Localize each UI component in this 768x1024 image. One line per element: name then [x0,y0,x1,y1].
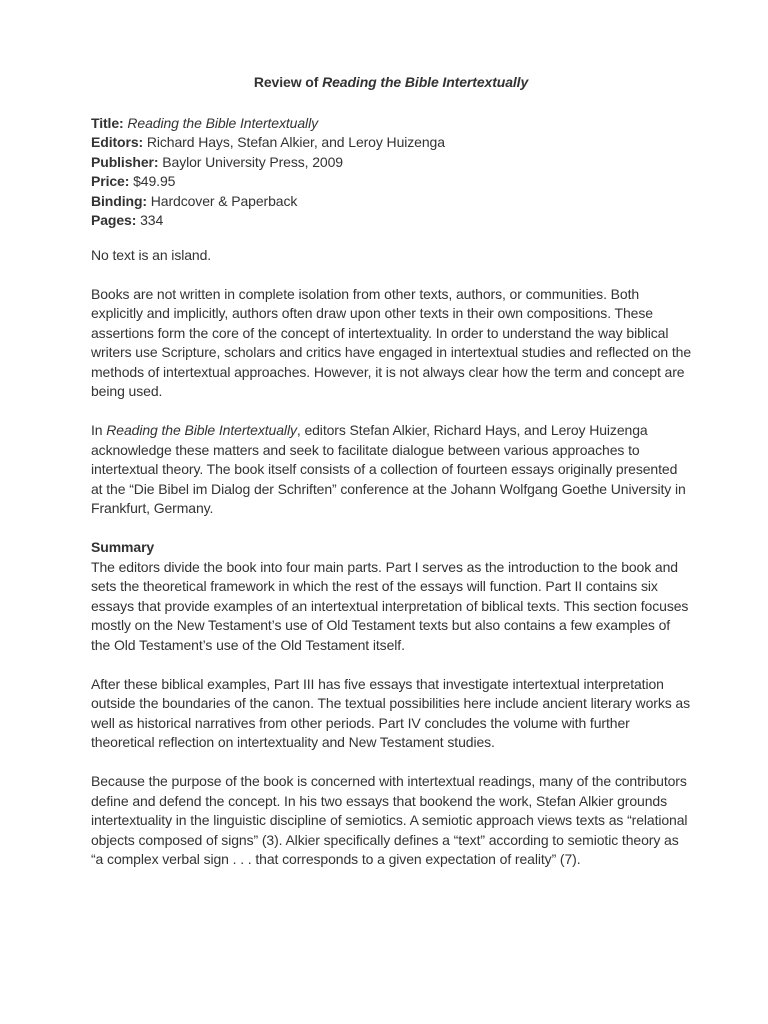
review-title-book: Reading the Bible Intertextually [322,74,529,90]
paragraph-intertextuality: Books are not written in complete isolation from other texts, authors, or communities. Both explicitly and implicitly, authors often draw upon other texts in their own compositions. These assertions form the core of the concept of intertextuality. In order to understand the way biblical writers use Scripture, scholars and critics have engaged in intertextual studies and reflected on the methods of intertextual approaches. However, it is not always clear how the term and concept are being used. [91,285,692,399]
paragraph-part-three: After these biblical examples, Part III has five essays that investigate intertextual interpretation outside the boundaries of the canon. The textual possibilities here include ancient literary works as well as historical narratives from other periods. Part IV concludes the volume with further theoretical reflection on intertextuality and New Testament studies. [91,675,690,750]
meta-pages-line [91,211,691,231]
paragraph-opening: No text is an island. [91,246,212,263]
meta-value: Richard Hays, Stefan Alkier, and Leroy Huizenga [146,134,445,150]
meta-price-line [91,172,691,192]
meta-key: Pages: [91,212,137,228]
meta-key: Price: [91,173,130,189]
paragraph-summary: The editors divide the book into four main parts. Part I serves as the introduction to the book and sets the theoretical framework in which the rest of the essays will function. Part II contains six essays that provide examples of an intertextual interpretation of biblical texts. This section focuses mostly on the New Testament’s use of Old Testament texts but also contains a few examples of the Old Testament’s use of the Old Testament itself. [91,558,689,653]
meta-binding-line [91,192,691,212]
meta-key: Publisher: [91,153,159,170]
meta-value: Reading the Bible Intertextually [127,114,318,131]
paragraph-editors [91,421,691,519]
summary-heading: Summary [91,539,155,555]
paragraph-semiotics: Because the purpose of the book is concerned with intertextual readings, many of the contributors define and defend the concept. In his two essays that bookend the work, Stefan Alkier grounds intertextuality in the linguistic discipline of semiotics. A semiotic approach views texts as “relational objects composed of signs” (3). Alkier specifically defines a “text” according to semiotic theory as “a complex verbal sign . . . that corresponds to a given expectation of reality” (7). [91,773,688,867]
meta-editors-line [91,133,691,153]
meta-key: Title: [91,114,124,131]
review-title [91,73,691,93]
meta-value: $49.95 [133,173,176,189]
document-page [91,73,691,889]
paragraph-editors-in: In [91,422,107,438]
paragraph-editors-rest: , editors Stefan Alkier, Richard Hays, and Leroy Huizenga acknowledge these matters and seek to facilitate dialogue between various approaches to intertextual theory. The book itself consists of a collection of fourteen essays originally presented at the “Die Bibel im Dialog der Schriften” conference at the Johann Wolfgang Goethe University in Frankfurt, Germany. [91,422,686,516]
meta-key: Binding: [91,192,147,209]
meta-publisher-line [91,153,691,173]
paragraph-editors-book: Reading the Bible Intertextually [106,422,297,438]
meta-key: Editors: [91,134,144,150]
meta-value: Hardcover & Paperback [150,192,298,209]
book-metadata [91,114,691,231]
review-title-prefix: Review of [253,74,323,90]
meta-title-line [91,114,691,134]
meta-value: Baylor University Press, 2009 [162,153,343,170]
meta-value: 334 [140,212,164,228]
